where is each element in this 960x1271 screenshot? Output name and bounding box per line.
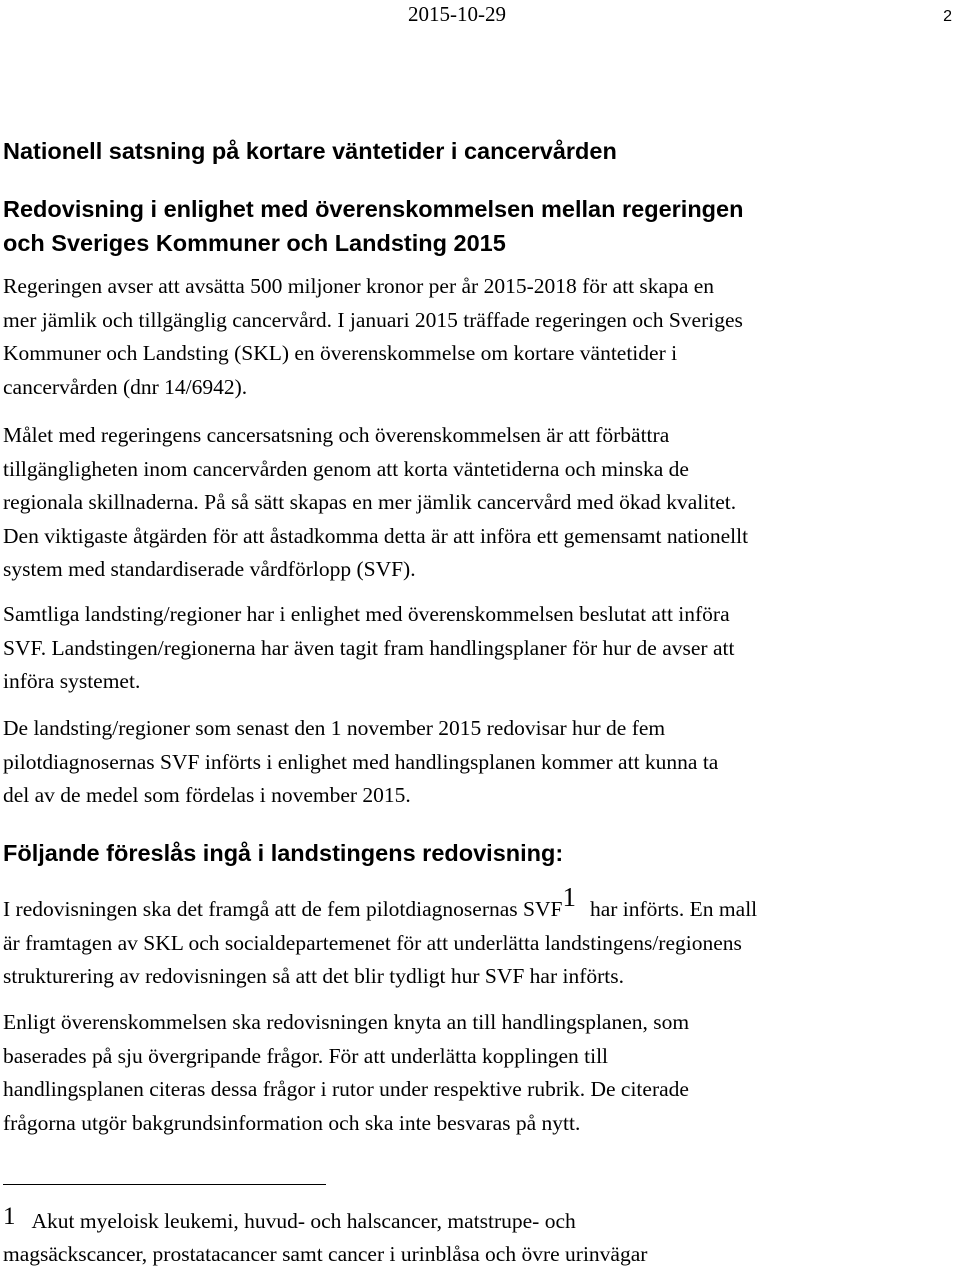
paragraph-line: mer jämlik och tillgänglig cancervård. I januari 2015 träffade regeringen och Sveriges xyxy=(3,307,743,332)
footnote-marker: 1 xyxy=(3,1203,16,1230)
paragraph-line: Samtliga landsting/regioner har i enlighet med överenskommelsen beslutat att införa xyxy=(3,602,730,626)
footnote-line-2: magsäckscancer, prostatacancer samt cancer i urinblåsa och övre urinvägar xyxy=(3,1242,648,1266)
page-number: 2 xyxy=(943,8,952,25)
paragraph-line: Den viktigaste åtgärden för att åstadkomma detta är att införa ett gemensamt nationellt xyxy=(3,523,749,548)
header-date: 2015-10-29 xyxy=(408,2,506,26)
paragraph-line: De landsting/regioner som senast den 1 november 2015 redovisar hur de fem xyxy=(3,716,666,740)
paragraph-line: Målet med regeringens cancersatsning och överenskommelsen är att förbättra xyxy=(3,423,670,447)
document-title: Nationell satsning på kortare väntetider i cancervården xyxy=(3,138,617,164)
paragraph-line: Enligt överenskommelsen ska redovisningen knyta an till handlingsplanen, som xyxy=(3,1010,690,1034)
paragraph-line: är framtagen av SKL och socialdepartemenet för att underlätta landstingens/regionens xyxy=(3,930,742,955)
paragraph-line: del av de medel som fördelas i november 2015. xyxy=(3,783,411,807)
paragraph-text: har införts. En mall xyxy=(589,897,758,921)
paragraph-line: frågorna utgör bakgrundsinformation och ska inte besvaras på nytt. xyxy=(3,1110,581,1135)
paragraph-1 xyxy=(3,270,953,404)
footnote-separator xyxy=(3,1184,326,1185)
paragraph-3 xyxy=(3,598,953,699)
paragraph-line: Regeringen avser att avsätta 500 miljoner kronor per år 2015-2018 för att skapa en xyxy=(3,274,715,298)
paragraph-4 xyxy=(3,712,953,813)
paragraph-6 xyxy=(3,1006,953,1140)
paragraph-line: baserades på sju övergripande frågor. För att underlätta kopplingen till xyxy=(3,1043,609,1068)
paragraph-line: SVF. Landstingen/regionerna har även tagit fram handlingsplaner för hur de avser att xyxy=(3,635,735,660)
footnote-reference: 1 xyxy=(562,882,576,912)
paragraph-line: införa systemet. xyxy=(3,669,141,693)
paragraph-line: cancervården (dnr 14/6942). xyxy=(3,374,248,399)
footnote xyxy=(3,1204,647,1271)
subtitle-line-2: och Sveriges Kommuner och Landsting 2015 xyxy=(3,230,506,256)
paragraph-line xyxy=(3,882,953,927)
section-heading: Följande föreslås ingå i landstingens redovisning: xyxy=(3,840,564,866)
paragraph-line: pilotdiagnosernas SVF införts i enlighet med handlingsplanen kommer att kunna ta xyxy=(3,749,719,774)
paragraph-2 xyxy=(3,419,953,587)
paragraph-line: Kommuner och Landsting (SKL) en överenskommelse om kortare väntetider i xyxy=(3,341,678,365)
paragraph-line: strukturering av redovisningen så att det blir tydligt hur SVF har införts. xyxy=(3,964,625,988)
paragraph-text: I redovisningen ska det framgå att de fem pilotdiagnosernas SVF xyxy=(3,897,563,921)
footnote-text: Akut myeloisk leukemi, huvud- och halscancer, matstrupe- och xyxy=(31,1209,576,1233)
paragraph-5 xyxy=(3,882,953,994)
subtitle-line-1: Redovisning i enlighet med överenskommelsen mellan regeringen xyxy=(3,196,744,222)
paragraph-line: regionala skillnaderna. På så sätt skapas en mer jämlik cancervård med ökad kvalitet. xyxy=(3,490,737,514)
paragraph-line: tillgängligheten inom cancervården genom att korta väntetiderna och minska de xyxy=(3,456,689,481)
paragraph-line: handlingsplanen citeras dessa frågor i rutor under respektive rubrik. De citerade xyxy=(3,1077,689,1101)
paragraph-line: system med standardiserade vårdförlopp (SVF). xyxy=(3,557,416,581)
footnote-line-1 xyxy=(3,1204,647,1238)
